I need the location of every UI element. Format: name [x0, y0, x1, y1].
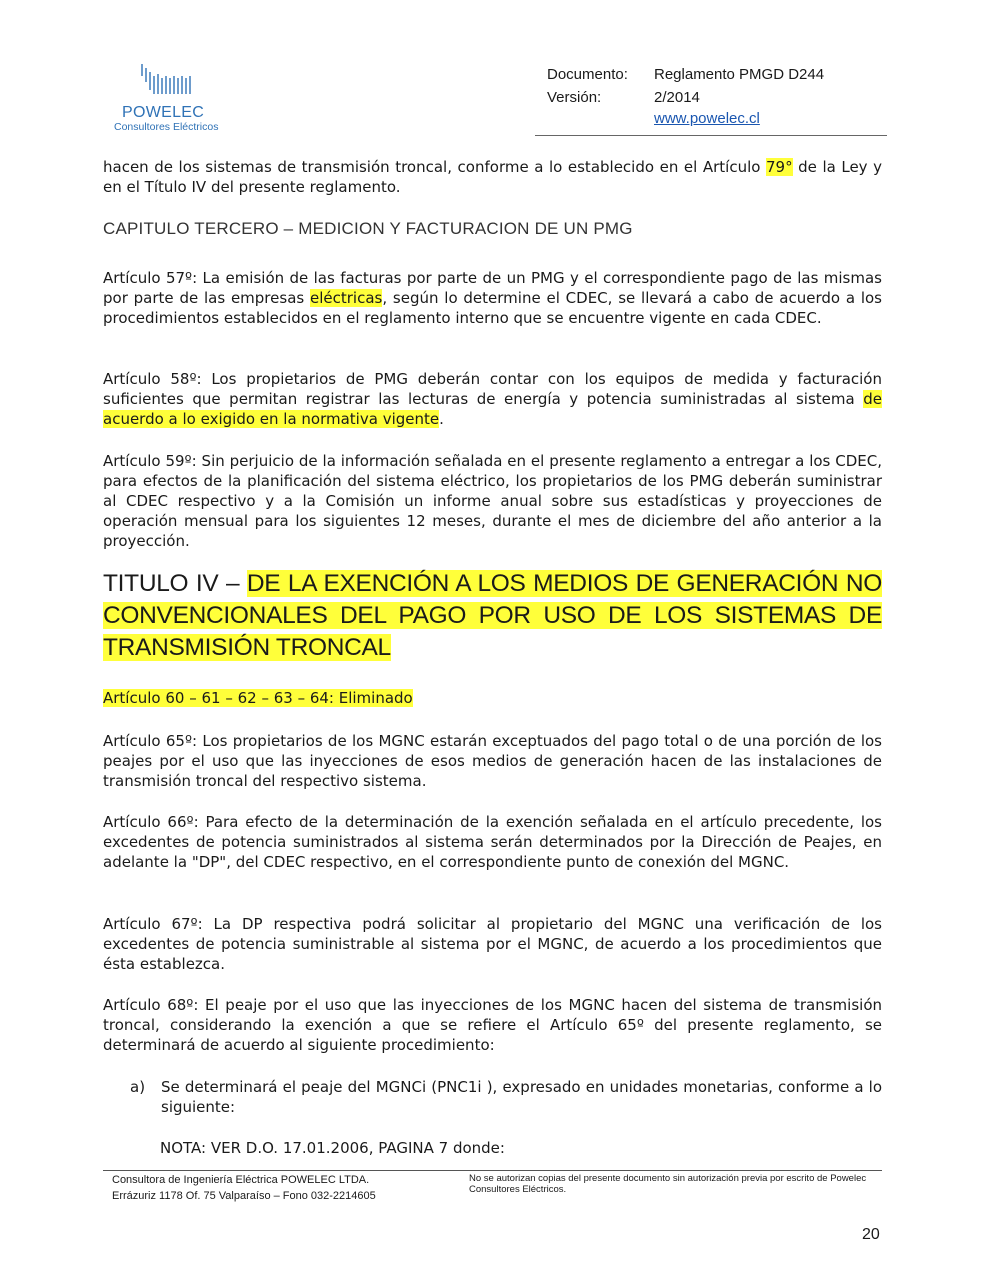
page-number: 20 — [862, 1226, 880, 1243]
highlight: Artículo 60 – 61 – 62 – 63 – 64: Eliminado — [103, 689, 413, 707]
article-65: Artículo 65º: Los propietarios de los MGNC estarán exceptuados del pago total o de una porción de los peajes por el uso que las inyecciones de esos medios de generación hacen de las instalaciones de transmisión troncal del respectivo sistema. — [103, 732, 882, 790]
doc-label: Documento: — [547, 66, 628, 83]
article-59: Artículo 59º: Sin perjuicio de la información señalada en el presente reglamento a entregar a los CDEC, para efectos de la planificación del sistema eléctrico, los propietarios de los PMG deberán suministrar al CDEC respectivo y a la Comisión un informe anual sobre sus estadísticas y proyecciones de operación mensual para los siguientes 12 meses, durante el mes de diciembre del año anterior a la proyección. — [103, 452, 882, 550]
list-item — [130, 1077, 882, 1117]
highlight: eléctricas — [310, 289, 383, 307]
article-58: Artículo 58º: Los propietarios de PMG deberán contar con los equipos de medida y facturación suficientes que permitan registrar las lecturas de energía y potencia suministradas al sistema de acuerdo a lo exigido en la normativa vigente. — [103, 370, 882, 428]
chapter-heading: CAPITULO TERCERO – MEDICION Y FACTURACION DE UN PMG — [103, 219, 633, 238]
article-60-64 — [103, 688, 882, 708]
logo-tagline: Consultores Eléctricos — [114, 121, 219, 133]
article-66: Artículo 66º: Para efecto de la determinación de la exención señalada en el artículo precedente, los excedentes de potencia suministrados al sistema serán determinados por la Dirección de Peajes, en adelante la "DP", del CDEC respectivo, en el correspondiente punto de conexión del MGNC. — [103, 813, 882, 871]
footer-company: Consultora de Ingeniería Eléctrica POWELEC LTDA. — [112, 1174, 370, 1186]
paragraph-continuation: hacen de los sistemas de transmisión troncal, conforme a lo establecido en el Artículo 79° de la Ley y en el Título IV del presente reglamento. — [103, 158, 882, 196]
version-value: 2/2014 — [654, 89, 700, 106]
article-68: Artículo 68º: El peaje por el uso que las inyecciones de los MGNC hacen del sistema de transmisión troncal, considerando la exención a que se refiere el Artículo 65º del presente reglamento, se determinará de acuerdo al siguiente procedimiento: — [103, 996, 882, 1054]
article-67: Artículo 67º: La DP respectiva podrá solicitar al propietario del MGNC una verificación de los excedentes de potencia suministrable al sistema por el MGNC, de acuerdo a los procedimientos que ésta establezca. — [103, 915, 882, 973]
logo-wordmark: POWELEC — [122, 104, 205, 121]
header-divider — [535, 135, 887, 136]
highlight: DE LA EXENCIÓN A LOS MEDIOS DE GENERACIÓN NO CONVENCIONALES DEL PAGO POR USO DE LOS SISTEMAS DE TRANSMISIÓN TRONCAL — [103, 570, 882, 661]
footer-divider — [103, 1170, 882, 1171]
list-item-text: Se determinará el peaje del MGNCi (PNC1i ), expresado en unidades monetarias, conforme a lo siguiente: — [161, 1078, 882, 1116]
footer-notice: No se autorizan copias del presente documento sin autorización previa por escrito de Powelec Consultores Eléctricos. — [469, 1173, 867, 1195]
version-label: Versión: — [547, 89, 602, 106]
highlight: 79° — [765, 158, 793, 176]
note: NOTA: VER D.O. 17.01.2006, PAGINA 7 donde: — [160, 1139, 505, 1157]
doc-value: Reglamento PMGD D244 — [654, 66, 825, 83]
article-57: Artículo 57º: La emisión de las facturas por parte de un PMG y el correspondiente pago de las mismas por parte de las empresas eléctricas, según lo determine el CDEC, se llevará a cabo de acuerdo a los procedimientos establecidos en el reglamento interno que se encuentre vigente en cada CDEC. — [103, 269, 882, 327]
footer-address: Errázuriz 1178 Of. 75 Valparaíso – Fono 032-2214605 — [112, 1190, 376, 1202]
list-marker: a) — [130, 1078, 146, 1096]
website-link[interactable]: www.powelec.cl — [654, 110, 760, 127]
highlight: de acuerdo a lo exigido en la normativa vigente — [103, 390, 882, 428]
titulo-iv-heading: TITULO IV – DE LA EXENCIÓN A LOS MEDIOS DE GENERACIÓN NO CONVENCIONALES DEL PAGO POR USO DE LOS SISTEMAS DE TRANSMISIÓN TRONCAL — [103, 570, 882, 661]
